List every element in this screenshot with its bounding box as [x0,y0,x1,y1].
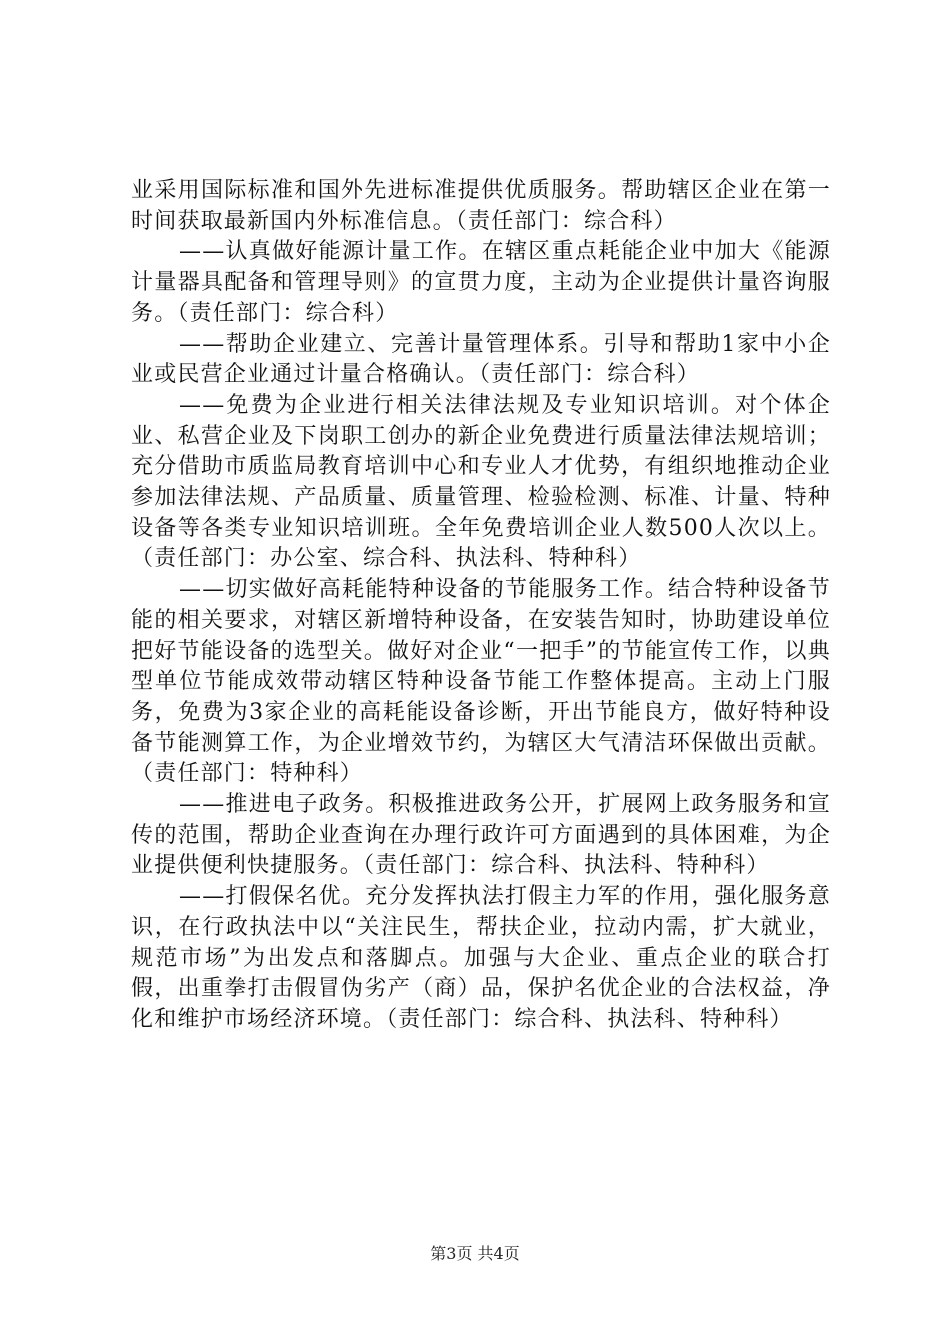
paragraph-energy-metering: ——认真做好能源计量工作。在辖区重点耗能企业中加大《能源计量器具配备和管理导则》的宣贯力度，主动为企业提供计量咨询服务。（责任部门：综合科） [131,239,831,326]
paragraph-metering-system: ——帮助企业建立、完善计量管理体系。引导和帮助1家中小企业或民营企业通过计量合格确认。（责任部门：综合科） [131,331,831,388]
paragraph-anti-counterfeit: ——打假保名优。充分发挥执法打假主力军的作用，强化服务意识，在行政执法中以“关注民生，帮扶企业，拉动内需，扩大就业，规范市场”为出发点和落脚点。加强与大企业、重点企业的联合打假，出重拳打击假冒伪劣产（商）品，保护名优企业的合法权益，净化和维护市场经济环境。（责任部门：综合科、执法科、特种科） [131,884,831,1032]
page-footer: 第3页 共4页 [430,1244,520,1263]
paragraph-standards-continuation: 业采用国际标准和国外先进标准提供优质服务。帮助辖区企业在第一时间获取最新国内外标准信息。（责任部门：综合科） [131,178,831,234]
document-body [131,176,831,1036]
paragraph-e-government: ——推进电子政务。积极推进政务公开，扩展网上政务服务和宣传的范围，帮助企业查询在办理行政许可方面遇到的具体困难，为企业提供便利快捷服务。（责任部门：综合科、执法科、特种科） [131,792,831,879]
paragraph-energy-saving-equipment: ——切实做好高耗能特种设备的节能服务工作。结合特种设备节能的相关要求，对辖区新增特种设备，在安装告知时，协助建设单位把好节能设备的选型关。做好对企业“一把手”的节能宣传工作，以典型单位节能成效带动辖区特种设备节能工作整体提高。主动上门服务，免费为3家企业的高耗能设备诊断，开出节能良方，做好特种设备节能测算工作，为企业增效节约，为辖区大气清洁环保做出贡献。（责任部门：特种科） [131,577,831,787]
paragraph-free-training: ——免费为企业进行相关法律法规及专业知识培训。对个体企业、私营企业及下岗职工创办的新企业免费进行质量法律法规培训；充分借助市质监局教育培训中心和专业人才优势，有组织地推动企业参加法律法规、产品质量、质量管理、检验检测、标准、计量、特种设备等各类专业知识培训班。全年免费培训企业人数500人次以上。（责任部门：办公室、综合科、执法科、特种科） [131,392,831,572]
